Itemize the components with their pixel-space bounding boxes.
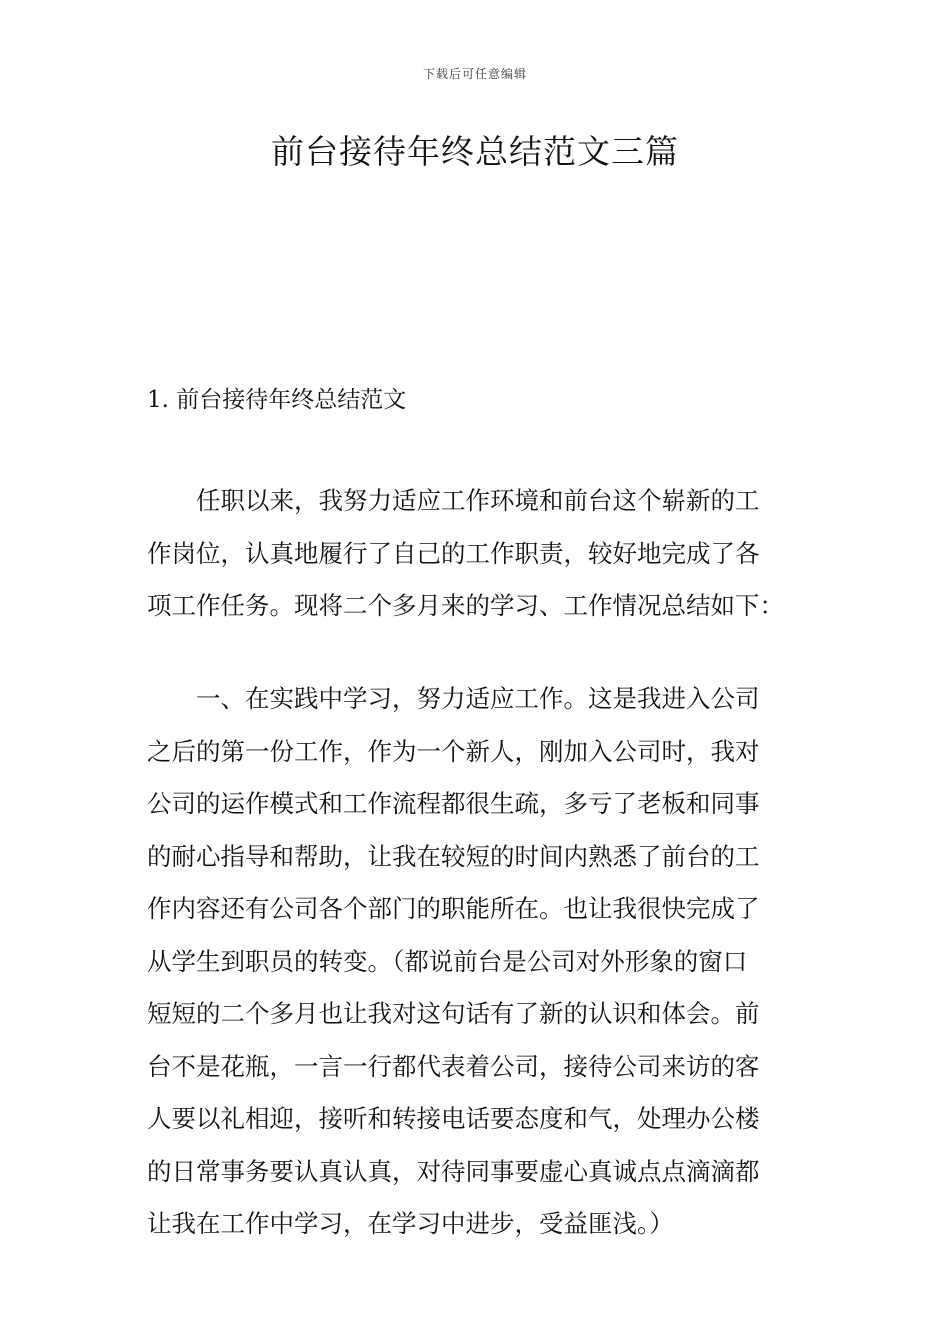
paragraph-line: 公司的运作模式和工作流程都很生疏，多亏了老板和同事 (147, 789, 760, 818)
paragraph-line: 任职以来，我努力适应工作环境和前台这个崭新的工 (196, 486, 760, 515)
paragraph-line: 一、在实践中学习，努力适应工作。这是我进入公司 (196, 684, 760, 713)
paragraph-line: 作内容还有公司各个部门的职能所在。也让我很快完成了 (147, 894, 760, 923)
paragraph-line: 人要以礼相迎，接听和转接电话要态度和气，处理办公楼 (147, 1104, 760, 1133)
paragraph-line: 作岗位，认真地履行了自己的工作职责，较好地完成了各 (147, 538, 760, 568)
paragraph-line: 的日常事务要认真认真，对待同事要虚心真诚点点滴滴都 (147, 1156, 760, 1186)
paragraph-line: 让我在工作中学习，在学习中进步，受益匪浅。） (147, 1209, 674, 1238)
paragraph-line: 台不是花瓶，一言一行都代表着公司，接待公司来访的客 (147, 1051, 760, 1081)
paragraph-intro (147, 475, 809, 633)
header-note: 下载后可任意编辑 (422, 67, 527, 81)
paragraph-line: 之后的第一份工作，作为一个新人，刚加入公司时，我对 (147, 736, 760, 766)
document-title: 前台接待年终总结范文三篇 (271, 132, 679, 171)
paragraph-section-one (147, 673, 809, 1251)
paragraph-line: 从学生到职员的转变。（都说前台是公司对外形象的窗口 (147, 946, 748, 976)
paragraph-line: 的耐心指导和帮助，让我在较短的时间内熟悉了前台的工 (147, 841, 760, 871)
section-heading: 1. 前台接待年终总结范文 (147, 387, 407, 413)
paragraph-line: 项工作任务。现将二个多月来的学习、工作情况总结如下： (147, 591, 784, 620)
paragraph-line: 短短的二个多月也让我对这句话有了新的认识和体会。前 (147, 999, 760, 1028)
